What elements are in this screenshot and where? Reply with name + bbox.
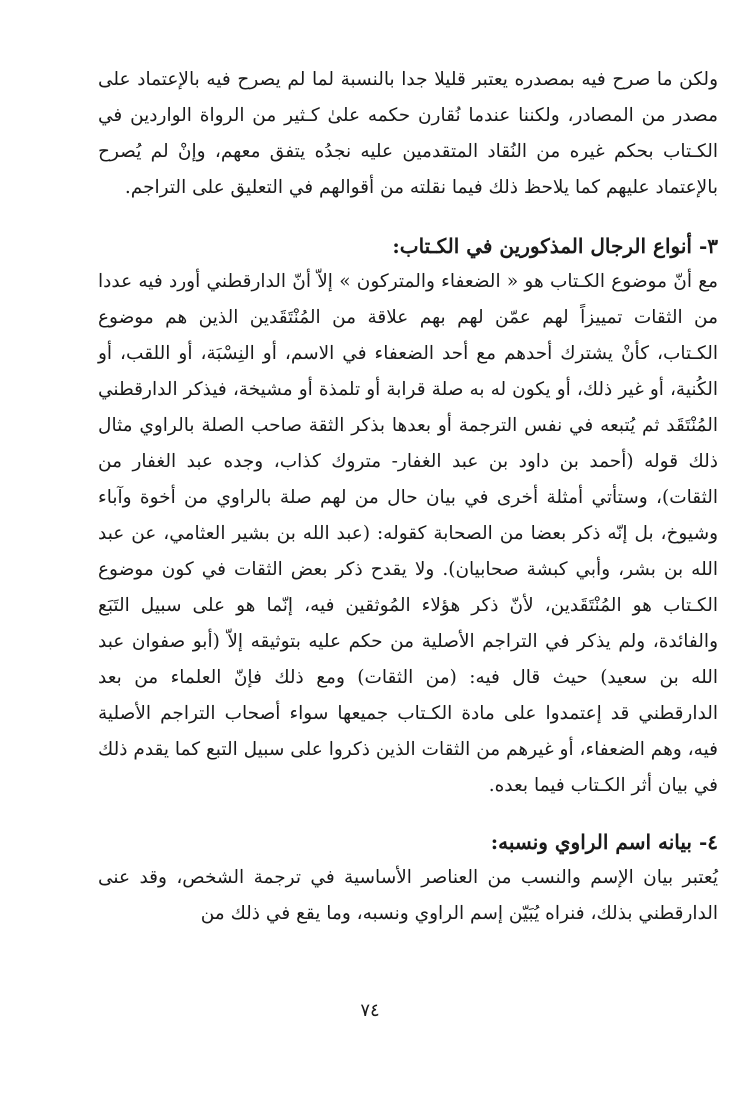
paragraph-narrator-name: يُعتبر بيان الإسم والنسب من العناصر الأساسية في ترجمة الشخص، وقد عنى الدارقطني بذلك، فنراه يُبَيّن إسم الراوي ونسبه، وما يقع في ذلك من (98, 867, 718, 924)
document-page (98, 62, 718, 932)
section-heading-narrator-name: ٤- بيانه اسم الراوي ونسبه: (490, 830, 718, 854)
paragraph-sources: ولكن ما صرح فيه بمصدره يعتبر قليلا جدا بالنسبة لما لم يصرح فيه بالإعتماد على مصدر من المصادر، ولكننا عندما نُقارن حكمه علىٰ كـثير من الرواة الواردين في الكـتاب بحكم غيره من النُقاد المتقدمين عليه نجدُه يتفق معهم، وإنْ لم يُصرح بالإعتماد عليهم كما يلاحظ ذلك فيما نقلته من أقوالهم في التعليق على التراجم. (98, 69, 718, 198)
page-number: ٧٤ (360, 1000, 380, 1021)
paragraph-narrator-types: مع أنّ موضوع الكـتاب هو « الضعفاء والمتركون » إلاّ أنّ الدارقطني أورد فيه عددا من الثقات تمييزاً لهم عمّن لهم بهم علاقة من المُنْتَقَدين الذين هم موضوع الكـتاب، كأنْ يشترك أحدهم مع أحد الضعفاء في الاسم، أو النِسْبَة، أو اللقب، أو الكُنية، أو غير ذلك، أو يكون له به صلة قرابة أو تلمذة أو مشيخة، فيذكر الدارقطني المُنْتَقَد ثم يُتبعه في نفس الترجمة أو بعدها بذكر الثقة صاحب الصلة بالراوي مثال ذلك قوله (أحمد بن داود بن عبد الغفار- متروك كذاب، وجده عبد الغفار من الثقات)، وستأتي أمثلة أخرى في بيان حال من لهم صلة بالراوي من أخوة وآباء وشيوخ، بل إنّه ذكر بعضا من الصحابة كقوله: (عبد الله بن بشير العثامي، عن عبد الله بن بشر، وأبي كبشة صحابيان). ولا يقدح ذكر بعض الثقات في كون موضوع الكـتاب هو المُنْتَقَدين، لأنّ ذكر هؤلاء المُوثقين فيه، إنّما هو على سبيل التَبَع والفائدة، ولم يذكر في التراجم الأصلية من حكم عليه بتوثيقه إلاّ (أبو صفوان عبد الله بن سعيد) حيث قال فيه: (من الثقات) ومع ذلك فإنّ العلماء من بعد الدارقطني قد إعتمدوا على مادة الكـتاب جميعها سواء أصحاب التراجم الأصلية فيه، وهم الضعفاء، أو غيرهم من الثقات الذين ذكروا على سبيل التبع كما يقدم ذلك في بيان أثر الكـتاب فيما بعده. (98, 271, 718, 796)
section-heading-narrator-types: ٣- أنواع الرجال المذكورين في الكـتاب: (392, 234, 718, 258)
